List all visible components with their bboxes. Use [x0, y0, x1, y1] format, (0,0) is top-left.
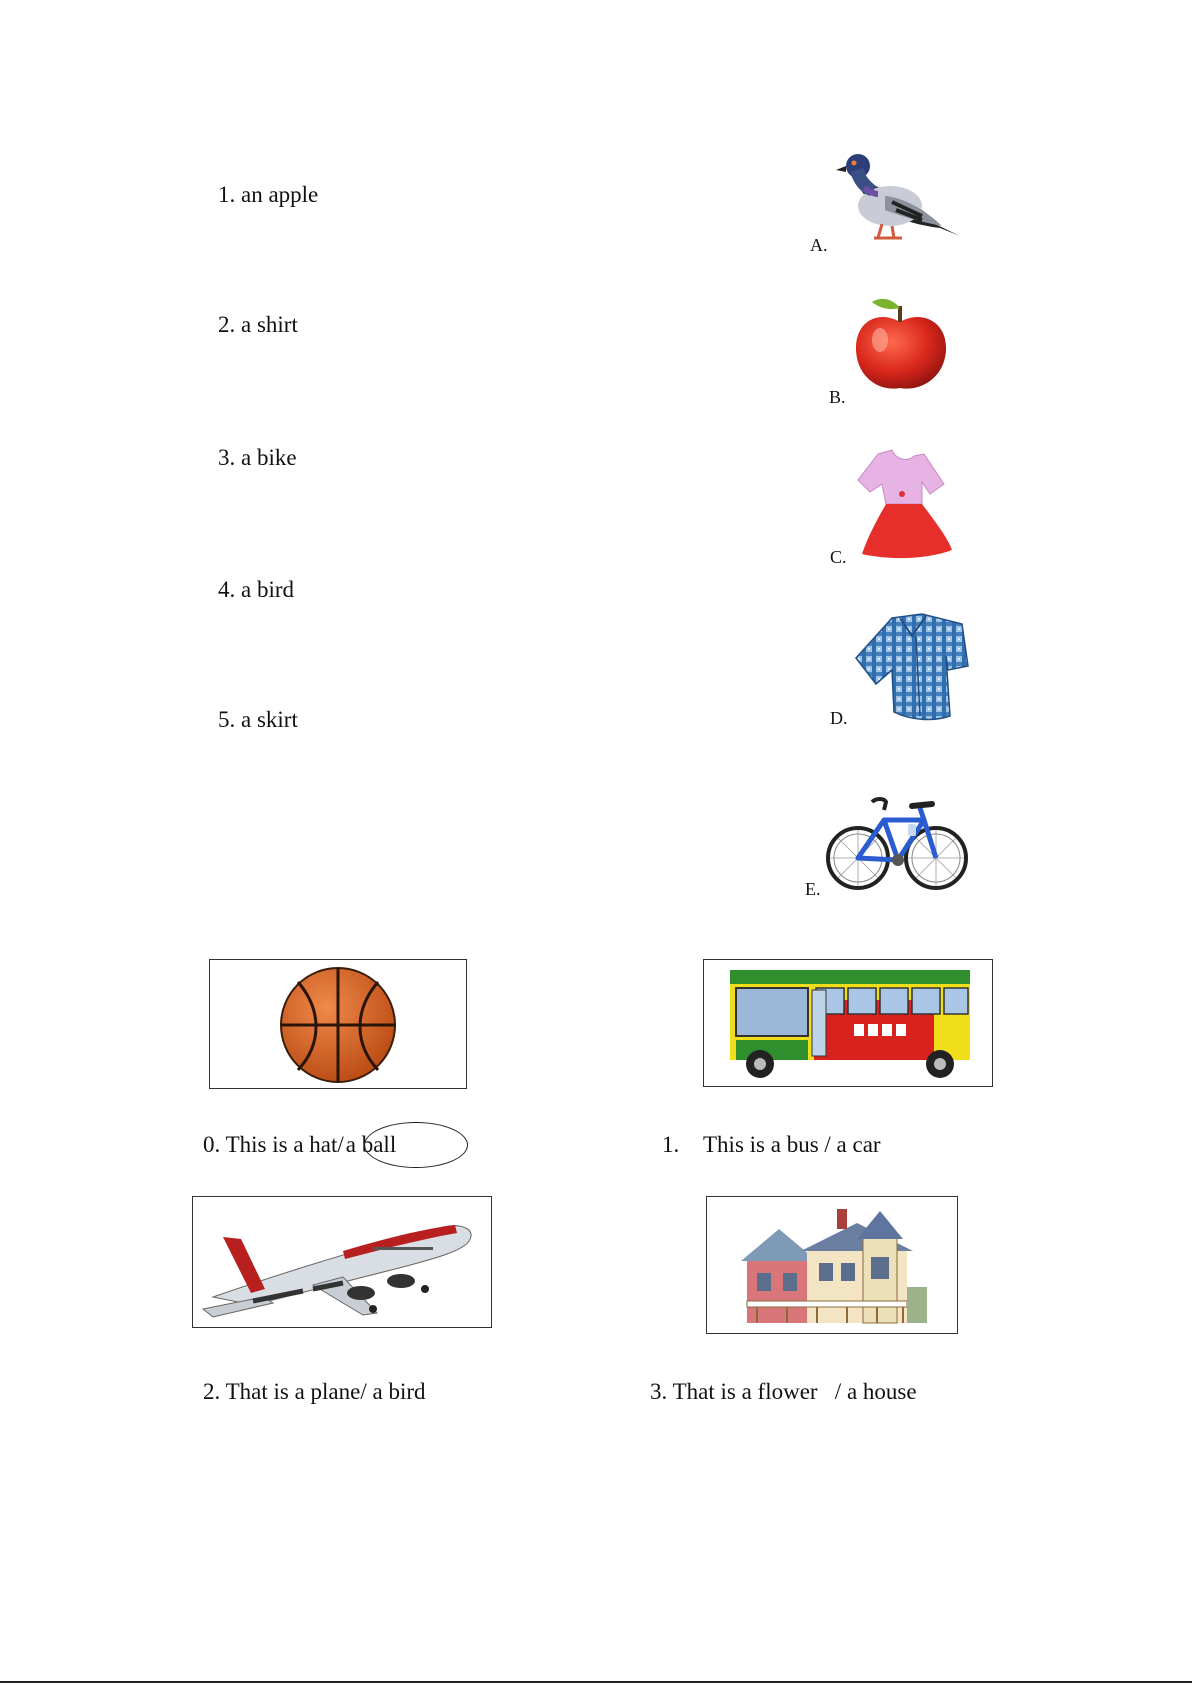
letter-a: A.	[810, 235, 828, 255]
word-3: 3. a bike	[218, 445, 297, 470]
sentence-3: 3. That is a flower / a house	[650, 1379, 917, 1404]
sentence-0-prefix: 0. This is a hat/	[203, 1132, 344, 1157]
word-4: 4. a bird	[218, 577, 295, 602]
sentence-1	[662, 1133, 881, 1156]
word-5: 5. a skirt	[218, 707, 298, 732]
word-1: 1. an apple	[218, 182, 319, 207]
answer-circle	[364, 1122, 468, 1168]
letter-c: C.	[830, 547, 847, 567]
letter-e: E.	[805, 879, 821, 899]
bus-icon	[704, 960, 992, 1086]
house-frame	[706, 1196, 958, 1334]
bike-icon	[824, 790, 969, 895]
sentence-1-text: This is a bus / a car	[703, 1132, 881, 1157]
letter-d: D.	[830, 708, 848, 728]
plane-icon	[193, 1197, 491, 1327]
basketball-icon	[210, 960, 466, 1088]
pigeon-icon	[830, 148, 965, 248]
page-bottom-border	[0, 1681, 1192, 1683]
sentence-2: 2. That is a plane/ a bird	[203, 1379, 426, 1404]
house-icon	[707, 1197, 957, 1333]
shirt-icon	[852, 612, 972, 724]
plane-frame	[192, 1196, 492, 1328]
letter-b: B.	[829, 387, 846, 407]
word-2: 2. a shirt	[218, 312, 298, 337]
dress-icon	[848, 448, 963, 563]
bus-frame	[703, 959, 993, 1087]
sentence-0-answer: a ball	[345, 1132, 397, 1157]
basketball-frame	[209, 959, 467, 1089]
sentence-1-number: 1.	[662, 1132, 680, 1157]
apple-icon	[850, 292, 955, 397]
